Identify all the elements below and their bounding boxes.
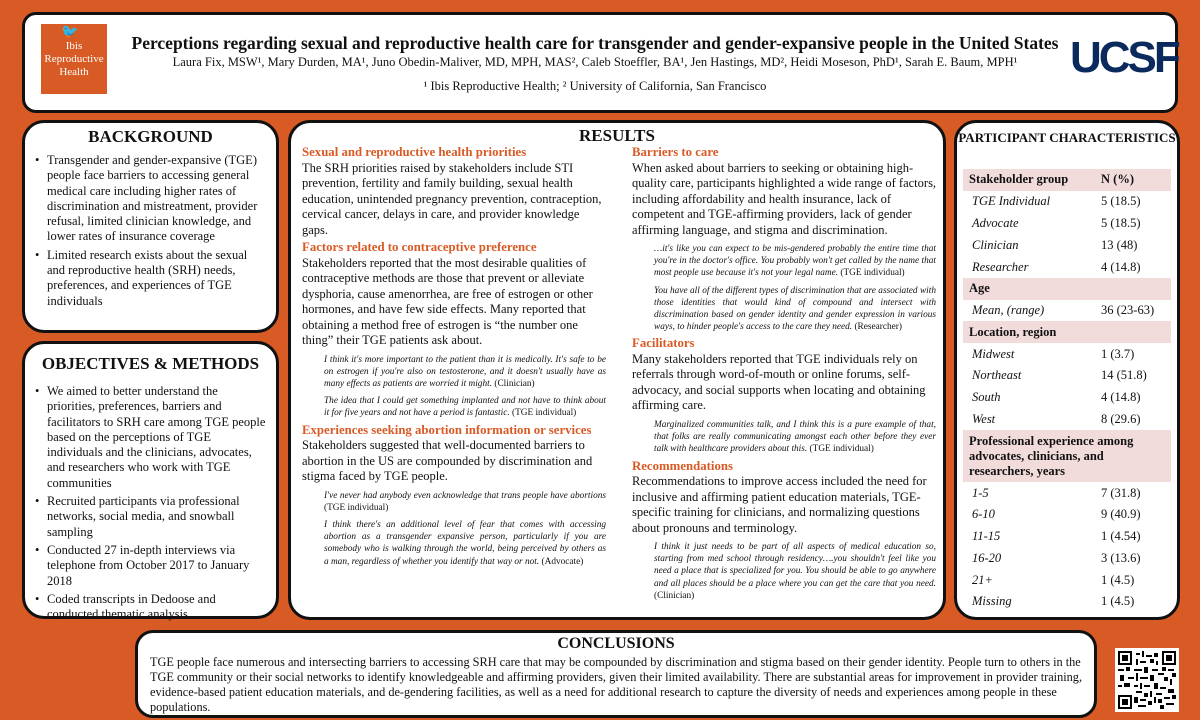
list-item: • We aimed to better understand the priorities, preferences, barriers and facilitators to SRH care among TGE people based on the perceptions of TGE individuals and the clinicians, advocates, and researchers who work with TGE communities [35, 384, 268, 491]
abortion-heading: Experiences seeking abortion information or services [302, 422, 592, 437]
background-panel [22, 120, 279, 333]
list-item: • Conducted 27 in-depth interviews via telephone from October 2017 to January 2018 [35, 543, 268, 589]
objectives-list [35, 384, 268, 625]
barriers-heading: Barriers to care [632, 145, 719, 159]
table-row: South 4 (14.8) [972, 390, 1141, 405]
table-row: 16-20 3 (13.6) [972, 550, 1141, 565]
quote: Marginalized communities talk, and I think this is a pure example of that, that folks are really communicating amongst each other before they ever talk with healthcare providers about this. (TGE individual) [654, 419, 936, 455]
contraceptive-heading: Factors related to contraceptive preference [302, 240, 537, 254]
list-item: • Limited research exists about the sexual and reproductive health (SRH) needs, preferences, and experiences of TGE individuals [35, 248, 268, 309]
table-row: Midwest 1 (3.7) [972, 346, 1135, 361]
quote: I think there's an additional level of fear that comes with accessing abortion as a transgender expansive person, particularly if you are somebody who is walking through the world, being perceived by others as a man, regardless of whether you identify that way or not. (Advocate) [324, 519, 606, 567]
ibis-logo: 🐦 Ibis Reproductive Health [41, 24, 107, 94]
list-item: • Coded transcripts in Dedoose and conducted thematic analysis [35, 592, 268, 623]
contraceptive-text: Stakeholders reported that the most desirable qualities of contraceptive methods are those that prevent or alleviate dysphoria, cause amenorrhea, are free of estrogen or other hormones, and have few side effects. Many reported that obtaining a method free of estrogen is “the number one thing” their TGE patients ask about. [302, 255, 593, 347]
list-item: • Transgender and gender-expansive (TGE) people face barriers to accessing general medical care including higher rates of discrimination and mistreatment, provider refusal, limited clinician knowledge, and lower rates of insurance coverage [35, 153, 268, 245]
table-row: Northeast 14 (51.8) [972, 368, 1147, 383]
poster-title: Perceptions regarding sexual and reproductive health care for transgender and gender-expansive people in the United States [131, 33, 1059, 53]
results-left-column [302, 145, 608, 571]
quote: I think it's more important to the patient than it is medically. It's safe to be on estrogen if you're also on testosterone, and it doesn't usually have as many effects as patients are worried it might. (Clinician) [324, 354, 606, 389]
table-row: Researcher 4 (14.8) [972, 259, 1141, 274]
quote: …it's like you can expect to be mis-gendered probably the entire time that you're in the doctor's office. You probably won't get called by the name that most people use because it's not your legal name. (TGE individual) [654, 244, 936, 279]
author-list: Laura Fix, MSW¹, Mary Durden, MA¹, Juno Obedin-Maliver, MD, MPH, MAS², Caleb Stoeffler, BA¹, Jen Hastings, MD², Heidi Moseson, PhD¹, Sarah E. Baum, MPH¹ [172, 55, 1018, 69]
affiliations: ¹ Ibis Reproductive Health; ² University of California, San Francisco [423, 79, 767, 93]
poster-header [22, 12, 1178, 113]
participant-characteristics-panel [954, 120, 1180, 620]
table-row: Mean, (range) 36 (23-63) [972, 303, 1155, 318]
participant-table [963, 169, 1171, 613]
ibis-bird-icon: 🐦 [61, 25, 79, 40]
facilitators-text: Many stakeholders reported that TGE individuals rely on referrals through word-of-mouth or online forums, self-advocacy, and social supports when locating and obtaining affirming care. [632, 351, 926, 413]
table-section-header: Location, region [963, 321, 1171, 343]
background-heading: BACKGROUND [88, 127, 213, 146]
table-row: TGE Individual 5 (18.5) [972, 194, 1141, 209]
quote: I've never had anybody even acknowledge that trans people have abortions (TGE individual) [324, 490, 606, 513]
table-row: 6-10 9 (40.9) [972, 507, 1141, 522]
recommendations-text: Recommendations to improve access included the need for inclusive and affirming patient education materials, TGE-specific training for clinicians, and normalizing questions about pronouns and terminology. [632, 474, 927, 535]
participants-heading: PARTICIPANT CHARACTERISTICS [958, 130, 1176, 145]
qr-code-icon [1118, 651, 1176, 709]
srh-priorities-text: The SRH priorities raised by stakeholders include STI prevention, fertility and family building, sexual health education, unintended pregnancy prevention, contraception, cervical cancer, delays in care, and provider knowledge gaps. [302, 160, 602, 237]
conclusions-heading: CONCLUSIONS [557, 635, 675, 652]
quote: You have all of the different types of discrimination that are associated with those identities that would kind of compound and intersect with discrimination based on gender identity and gender expression in various ways, to hinder people's access to the care they need. (Researcher) [654, 285, 936, 333]
table-row: Missing 1 (4.5) [972, 594, 1135, 609]
conclusions-panel [135, 630, 1097, 718]
conclusions-text: TGE people face numerous and intersecting barriers to accessing SRH care that may be compounded by discrimination and stigma based on their gender identity. People turn to others in the TGE community or their social networks to identify knowledgeable and affirming providers, given their limited availability. There are substantial areas for improvement in provider training, evidence-based patient education materials, and de-gendering facilities, as well as a need for additional research to capture the diversity of needs and experiences among people in these populations. [150, 655, 1083, 715]
ucsf-logo: UCSF [1070, 33, 1178, 82]
srh-priorities-heading: Sexual and reproductive health priorities [302, 145, 527, 159]
list-item: • Recruited participants via professional networks, social media, and snowball sampling [35, 494, 268, 540]
recommendations-heading: Recommendations [632, 458, 733, 473]
qr-code[interactable] [1115, 648, 1179, 712]
objectives-methods-panel [22, 341, 279, 622]
objectives-heading: OBJECTIVES & METHODS [41, 354, 260, 373]
results-right-column [632, 145, 938, 605]
table-row: Advocate 5 (18.5) [972, 215, 1141, 230]
background-list [35, 153, 268, 312]
table-section-header: Stakeholder group N (%) [963, 169, 1171, 191]
quote: The idea that I could get something implanted and not have to think about it for five years and not have a period is fantastic. (TGE individual) [324, 396, 606, 419]
table-row: Clinician 13 (48) [972, 237, 1138, 252]
abortion-text: Stakeholders suggested that well-documented barriers to abortion in the US are compounded by discrimination and stigma faced by TGE people. [302, 438, 593, 484]
table-section-header: Age [963, 278, 1171, 300]
facilitators-heading: Facilitators [632, 336, 695, 351]
table-section-header: Professional experience among advocates, clinicians, and researchers, years [963, 430, 1171, 482]
table-row: West 8 (29.6) [972, 411, 1141, 426]
barriers-text: When asked about barriers to seeking or obtaining high-quality care, participants highlighted a wide range of factors, including affordability and health insurance, lack of competent and TGE-affirming providers, lack of gender affirming language, and stigma and discrimination. [632, 160, 937, 237]
results-heading: RESULTS [579, 126, 655, 145]
table-row: 11-15 1 (4.54) [972, 529, 1141, 544]
quote: I think it just needs to be part of all aspects of medical education so, starting from med school through residency….you shouldn't feel like you need a place that is specialized for you. You should be able to go anywhere and all places should be a place where you can get the care that you need. (Clinician) [654, 542, 936, 601]
table-row: 1-5 7 (31.8) [972, 485, 1141, 500]
table-row: 21+ 1 (4.5) [972, 572, 1135, 587]
results-panel [288, 120, 946, 620]
